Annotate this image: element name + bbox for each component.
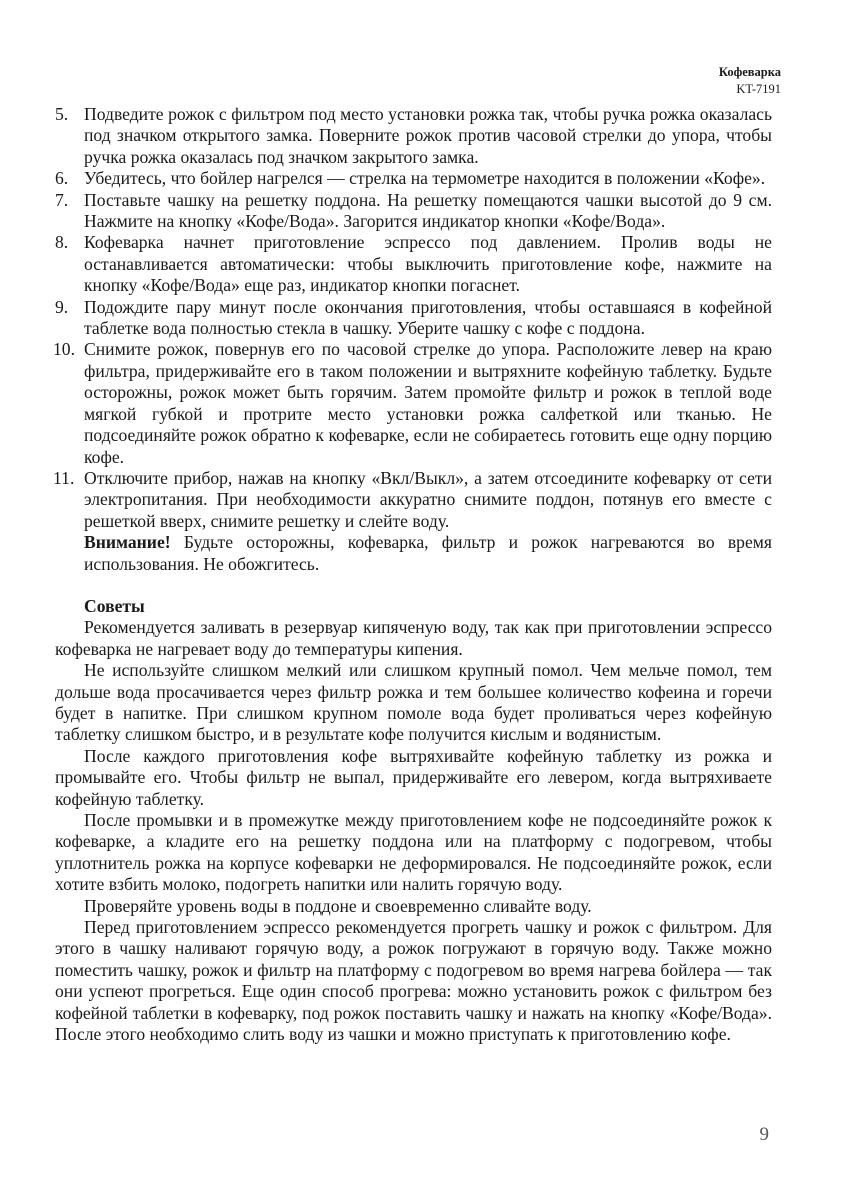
step-number: 9. xyxy=(55,296,69,317)
step-number: 6. xyxy=(55,168,69,189)
step-9 xyxy=(55,297,772,340)
step-text: Отключите прибор, нажав на кнопку «Вкл/Выкл», а затем отсоедините кофеварку от сети электропитания. При необходимости аккуратно снимите поддон, потянув его вместе с решеткой вверх, снимите решетку и слейте воду. xyxy=(84,467,772,531)
step-8 xyxy=(55,232,772,296)
warning-note xyxy=(84,532,772,575)
header-product-name: Кофеварка xyxy=(718,65,781,79)
step-10 xyxy=(55,339,772,467)
step-number: 5. xyxy=(55,104,69,124)
step-text: Подождите пару минут после окончания приготовления, чтобы оставшаяся в кофейной таблетке вода полностью стекла в чашку. Уберите чашку с кофе с поддона. xyxy=(84,296,772,339)
warning-label: Внимание! xyxy=(84,532,171,553)
tips-paragraph: Проверяйте уровень воды в поддоне и своевременно сливайте воду. xyxy=(84,895,592,916)
tips-heading: Советы xyxy=(84,595,145,616)
step-number: 11. xyxy=(53,467,75,488)
step-6 xyxy=(55,168,772,189)
tips-paragraph: Рекомендуется заливать в резервуар кипяченую воду, так как при приготовлении эспрессо кофеварка не нагревает воду до температуры кипения. xyxy=(55,617,772,659)
step-number: 7. xyxy=(55,189,69,210)
page-header xyxy=(719,64,781,98)
page-number: 9 xyxy=(759,1124,769,1145)
step-text: Кофеварка начнет приготовление эспрессо под давлением. Пролив воды не останавливается автоматически: чтобы выключить приготовление кофе, нажмите на кнопку «Кофе/Вода» еще раз, индикатор кнопки погаснет. xyxy=(84,232,772,296)
step-11 xyxy=(55,468,772,575)
tips-paragraph: Не используйте слишком мелкий или слишком крупный помол. Чем мельче помол, тем дольше вода просачивается через фильтр рожка и тем большее количество кофеина и горечи будет в напитке. При слишком крупном помоле вода будет проливаться через кофейную таблетку слишком быстро, и в результате кофе получится кислым и водянистым. xyxy=(55,660,772,745)
step-7 xyxy=(55,190,772,233)
step-number: 10. xyxy=(53,339,75,360)
step-5 xyxy=(55,104,772,168)
step-text: Подведите рожок с фильтром под место установки рожка так, чтобы ручка рожка оказалась под значком открытого замка. Поверните рожок против часовой стрелки до упора, чтобы ручка рожка оказалась под значком закрытого замка. xyxy=(84,104,772,167)
tips-paragraph: После промывки и в промежутке между приготовлением кофе не подсоединяйте рожок к кофеварке, а кладите его на решетку поддона или на платформу с подогревом, чтобы уплотнитель рожка на корпусе кофеварки не деформировался. Не подсоединяйте рожок, если хотите взбить молоко, подогреть напитки или налить горячую воду. xyxy=(55,810,772,895)
header-model-number: KT-7191 xyxy=(736,82,781,96)
step-text: Убедитесь, что бойлер нагрелся — стрелка на термометре находится в положении «Кофе». xyxy=(84,168,766,189)
warning-text: Будьте осторожны, кофеварка, фильтр и рожок нагреваются во время использования. Не обожгитесь. xyxy=(84,532,772,574)
step-text: Снимите рожок, повернув его по часовой стрелке до упора. Расположите левер на краю фильтра, придерживайте его в таком положении и вытряхните кофейную таблетку. Будьте осторожны, рожок может быть горячим. Затем промойте фильтр и рожок в теплой воде мягкой губкой и протрите место установки рожка салфеткой или тканью. Не подсоединяйте рожок обратно к кофеварке, если не собираетесь готовить еще одну порцию кофе. xyxy=(84,339,772,467)
instruction-steps-list xyxy=(55,104,772,575)
step-number: 8. xyxy=(55,232,69,253)
step-text: Поставьте чашку на решетку поддона. На решетку помещаются чашки высотой до 9 см. Нажмите на кнопку «Кофе/Вода». Загорится индикатор кнопки «Кофе/Вода». xyxy=(84,189,772,232)
tips-paragraph: Перед приготовлением эспрессо рекомендуется прогреть чашку и рожок с фильтром. Для этого в чашку наливают горячую воду, а рожок погружают в горячую воду. Также можно поместить чашку, рожок и фильтр на платформу с подогревом во время нагрева бойлера — так они успеют прогреться. Еще один способ прогрева: можно установить рожок с фильтром без кофейной таблетки в кофеварку, под рожок поставить чашку и нажать на кнопку «Кофе/Вода». После этого необходимо слить воду из чашки и можно приступать к приготовлению кофе. xyxy=(55,917,772,1045)
tips-paragraph: После каждого приготовления кофе вытряхивайте кофейную таблетку из рожка и промывайте его. Чтобы фильтр не выпал, придерживайте его левером, когда вытряхиваете кофейную таблетку. xyxy=(55,745,772,809)
page-content xyxy=(55,104,772,1045)
